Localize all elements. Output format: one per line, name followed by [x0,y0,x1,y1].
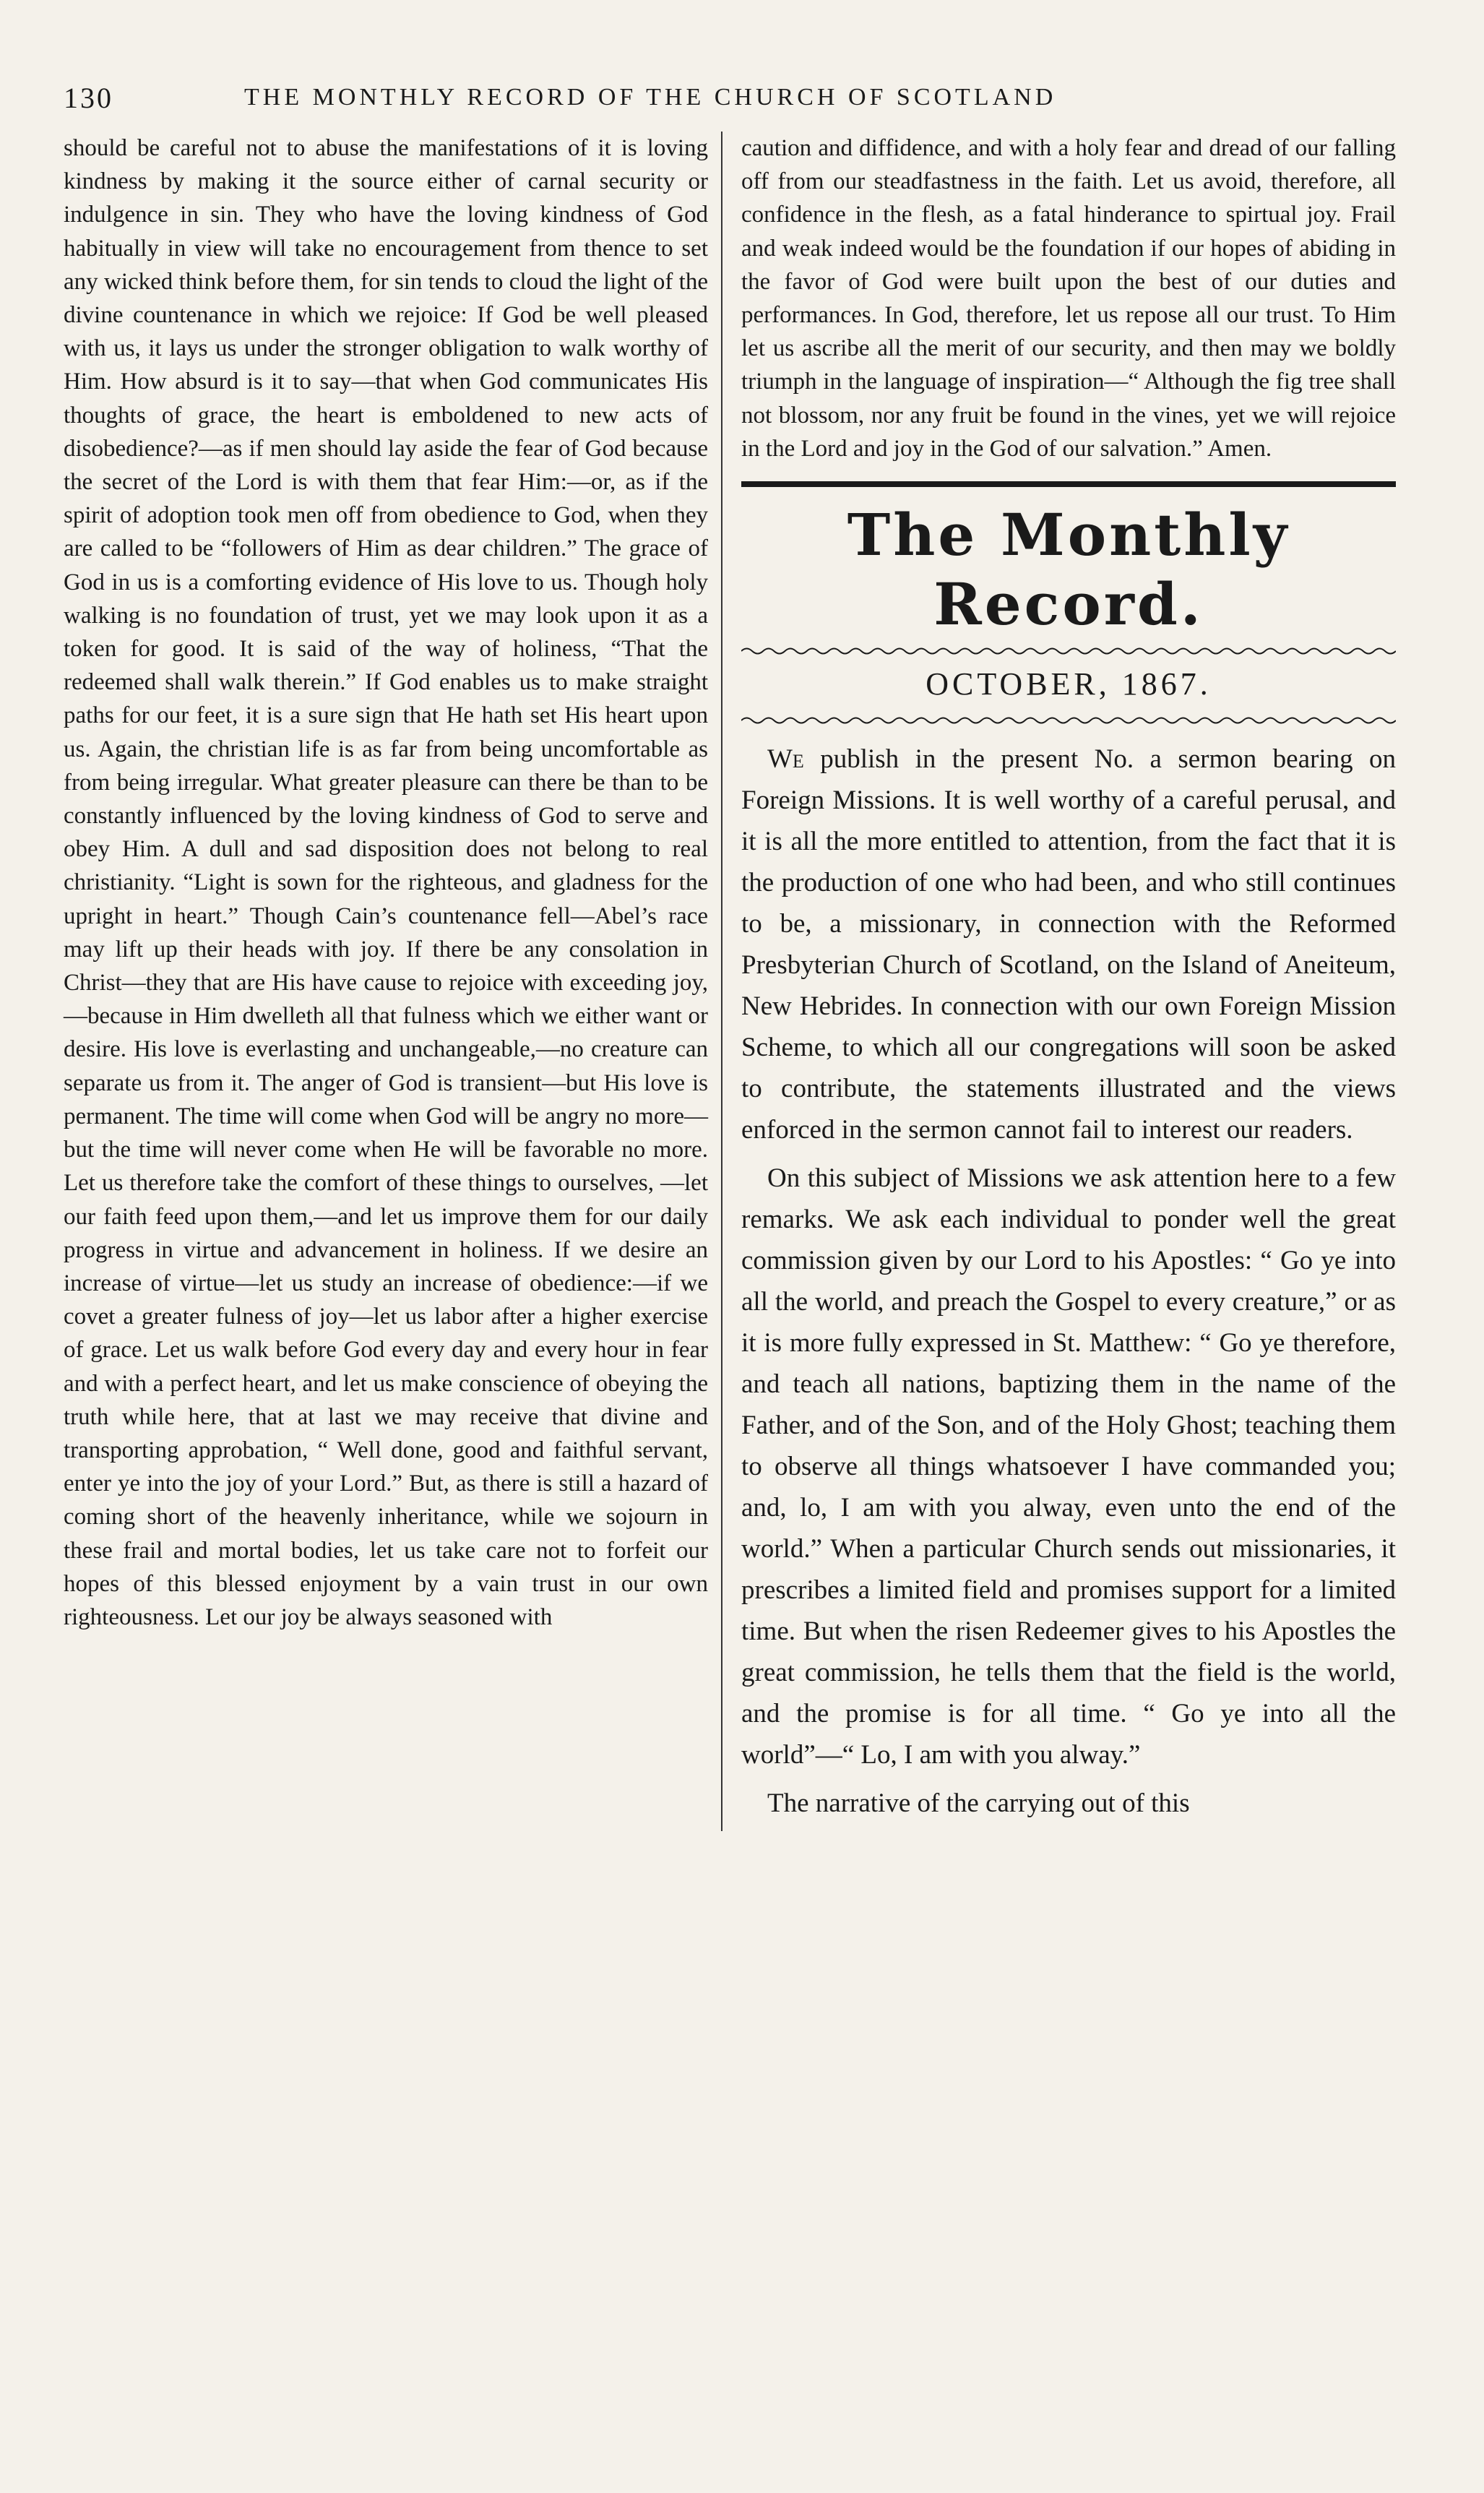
wavy-rule-top [741,646,1396,656]
article-paragraph-1-text: publish in the present No. a sermon bearing on Foreign Missions. It is well worthy of a careful perusal, and it is all the more entitled to attention, from the fact that it is the production of one who had been, and who still continues to be, a missionary, in connection with the Reformed Presbyterian Church of Scotland, on the Island of Aneiteum, New Hebrides. In connection with our own Foreign Mission Scheme, to which all our congregations will soon be asked to contribute, the statements illustrated and the views enforced in the sermon cannot fail to interest our readers. [741,744,1397,1145]
masthead-title: The Monthly Record. [847,501,1290,639]
article-paragraph-2: On this subject of Missions we ask attention here to a few remarks. We ask each individual to ponder well the great commission given by our Lord to his Apostles: “ Go ye into all the world, and preach the Gospel to every creature,” or as it is more fully expressed in St. Matthew: “ Go ye therefore, and teach all nations, baptizing them in the name of the Father, and of the Son, and of the Holy Ghost; teaching them to observe all things whatsoever I have commanded you; and, lo, I am with you alway, even unto the end of the world.” When a particular Church sends out missionaries, it prescribes a limited field and promises support for a limited time. But when the risen Redeemer gives to his Apostles the great commission, he tells them that the field is the world, and the promise is for all time. “ Go ye into all the world”—“ Lo, I am with you alway.” [741,1163,1396,1770]
right-column [722,132,1396,1831]
article-paragraph-3: The narrative of the carrying out of this [767,1788,1190,1819]
running-head [64,81,1396,132]
two-column-body [64,132,1396,1831]
running-title: THE MONTHLY RECORD OF THE CHURCH OF SCOTLAND [244,84,1057,111]
article-paragraph-1 [741,739,1396,1150]
sermon-continuation-text: caution and diffidence, and with a holy fear and dread of our falling off from our steadfastness in the faith. Let us avoid, therefore, all confidence in the flesh, as a fatal hinderance to spirtual joy. Frail and weak indeed would be the foundation if our hopes of abiding in the favor of God were built upon the best of our duties and performances. In God, therefore, let us repose all our trust. To Him let us ascribe all the merit of our security, and then may we boldly triumph in the language of inspiration—“ Although the fig tree shall not blossom, nor any fruit be found in the vines, yet we will rejoice in the Lord and joy in the God of our salvation.” Amen. [741,135,1396,462]
left-column [64,132,722,1831]
article-lead-word: We [767,744,804,775]
editorial-article [741,739,1396,1824]
issue-dateline: OCTOBER, 1867. [926,666,1212,702]
page-number: 130 [64,82,113,114]
section-divider-rule [741,481,1396,487]
sermon-conclusion-text: should be careful not to abuse the manifestations of it is loving kindness by making it the source either of carnal security or indulgence in sin. They who have the loving kindness of God habitually in view will take no encouragement from thence to set any wicked think before them, for sin tends to cloud the light of the divine countenance in which we rejoice: If God be well pleased with us, it lays us under the stronger obligation to walk worthy of Him. How absurd is it to say—that when God communicates His thoughts of grace, the heart is emboldened to new acts of disobedience?—as if men should lay aside the fear of God because the secret of the Lord is with them that fear Him:—or, as if the spirit of adoption took men off from obedience to God, when they are called to be “followers of Him as dear children.” The grace of God in us is a comforting evidence of His love to us. Though holy walking is no foundation of trust, yet we may look upon it as a token for good. It is said of the way of holiness, “That the redeemed shall walk therein.” If God enables us to make straight paths for our feet, it is a sure sign that He hath set His heart upon us. Again, the christian life is as far from being uncomfortable as from being irregular. What greater pleasure can there be than to be constantly influenced by the loving kindness of God to serve and obey Him. A dull and sad disposition does not belong to real christianity. “Light is sown for the righteous, and gladness for the upright in heart.” Though Cain’s countenance fell—Abel’s race may lift up their heads with joy. If there be any consolation in Christ—they that are His have cause to rejoice with exceeding joy,—because in Him dwelleth all that fulness which we either want or desire. His love is everlasting and unchangeable,—no creature can separate us from it. The anger of God is transient—but His love is permanent. The time will come when God will be angry no more—but the time will never come when He will be favorable no more. Let us therefore take the comfort of these things to ourselves, —let our faith feed upon them,—and let us improve them for our daily progress in virtue and advancement in holiness. If we desire an increase of virtue—let us study an increase of obedience:—if we covet a greater fulness of joy—let us labor after a higher exercise of grace. Let us walk before God every day and every hour in fear and with a perfect heart, and let us make conscience of obeying the truth while here, that at last we may receive that divine and transporting approbation, “ Well done, good and faithful servant, enter ye into the joy of your Lord.” But, as there is still a hazard of coming short of the heavenly inheritance, while we sojourn in these frail and mortal bodies, let us take care not to forfeit our hopes of this blessed enjoyment by a vain trust in our own righteousness. Let our joy be always seasoned with [64,135,708,1630]
wavy-rule-bottom [741,715,1396,725]
